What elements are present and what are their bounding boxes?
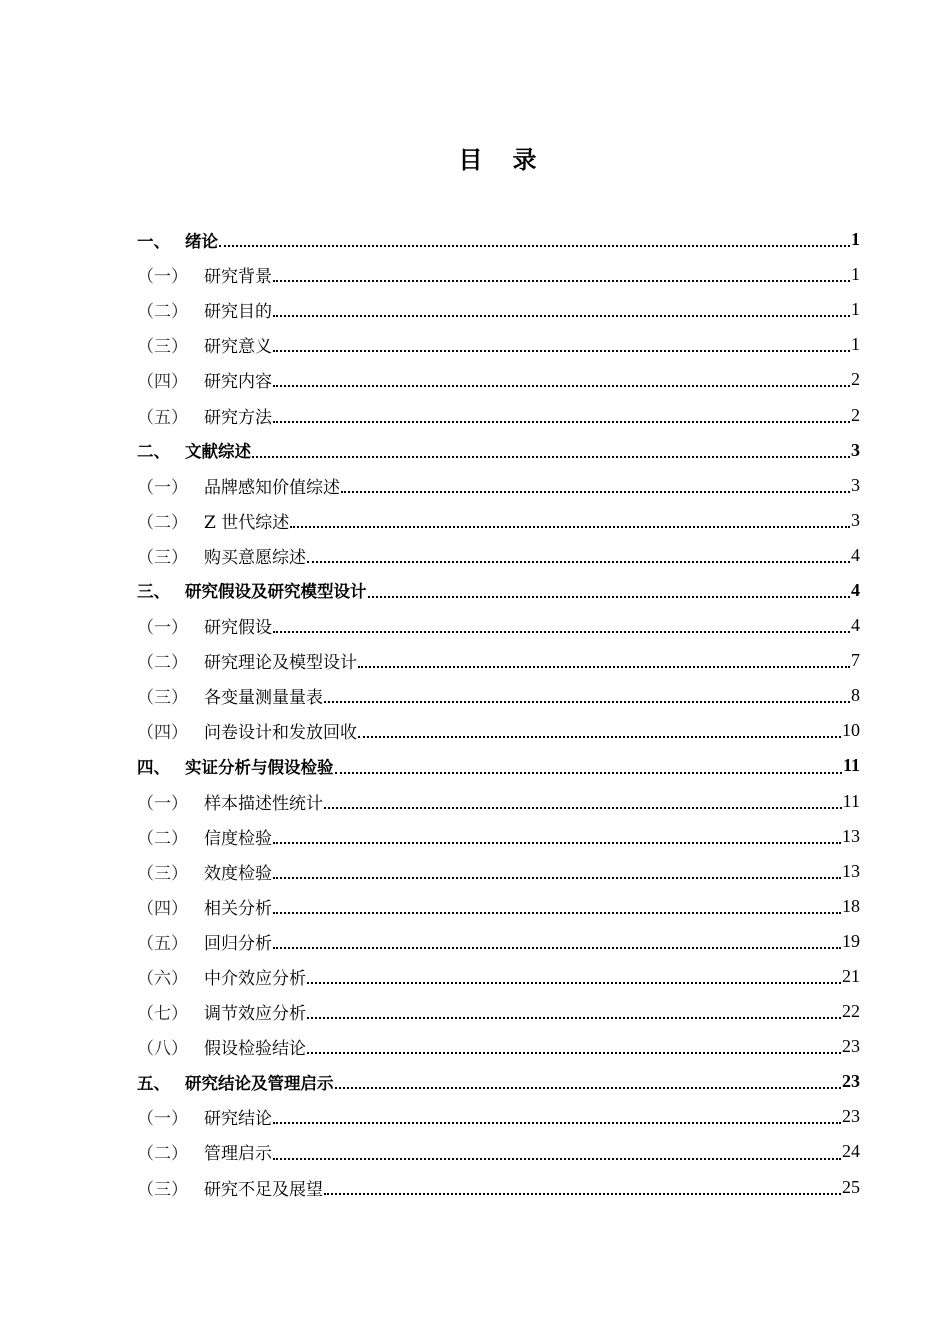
toc-section-entry[interactable] (137, 292, 860, 327)
toc-section-entry[interactable] (137, 538, 860, 573)
toc-section-entry[interactable] (137, 362, 860, 397)
toc-entry-page-number: 10 (842, 720, 860, 741)
toc-entry-label: 研究理论及模型设计 (204, 653, 357, 674)
toc-entry-number: 五、 (137, 1073, 170, 1093)
toc-entry-number: （三） (137, 1179, 188, 1200)
toc-dot-leader (273, 1109, 841, 1126)
toc-entry-page-number: 1 (851, 229, 860, 250)
toc-dot-leader (358, 723, 841, 740)
toc-section-entry[interactable] (137, 994, 860, 1029)
toc-entry-page-number: 1 (851, 299, 860, 320)
toc-section-entry[interactable] (137, 608, 860, 643)
toc-entry-number: （五） (137, 407, 188, 428)
toc-section-entry[interactable] (137, 1099, 860, 1134)
toc-title-part1: 目 (458, 146, 485, 174)
toc-entry-number: 一、 (137, 231, 170, 251)
toc-section-entry[interactable] (137, 1134, 860, 1169)
toc-entry-number: （一） (137, 793, 188, 814)
toc-dot-leader (307, 1004, 841, 1021)
toc-dot-leader (290, 513, 850, 530)
toc-dot-leader (219, 232, 850, 249)
toc-entry-number: 三、 (137, 582, 170, 602)
toc-entry-number: （二） (137, 828, 188, 849)
toc-section-entry[interactable] (137, 1029, 860, 1064)
toc-entry-page-number: 4 (851, 579, 860, 600)
toc-entry-label: 研究背景 (204, 267, 272, 288)
toc-section-entry[interactable] (137, 503, 860, 538)
toc-dot-leader (324, 794, 842, 811)
toc-entry-page-number: 11 (842, 790, 860, 811)
toc-entry-page-number: 21 (842, 966, 860, 987)
toc-entry-label: 相关分析 (204, 898, 272, 919)
toc-section-entry[interactable] (137, 924, 860, 959)
toc-dot-leader (307, 969, 841, 986)
toc-entry-page-number: 3 (851, 439, 860, 460)
table-of-contents (137, 222, 860, 1205)
toc-dot-leader (273, 934, 841, 951)
toc-dot-leader (273, 899, 841, 916)
toc-entry-label: 问卷设计和发放回收 (204, 723, 357, 744)
toc-entry-page-number: 4 (851, 615, 860, 636)
toc-entry-label: 管理启示 (204, 1144, 272, 1165)
toc-entry-label: 回归分析 (204, 933, 272, 954)
toc-section-entry[interactable] (137, 678, 860, 713)
toc-chapter-entry[interactable] (137, 222, 860, 257)
toc-dot-leader (335, 1074, 842, 1091)
toc-entry-page-number: 23 (842, 1106, 860, 1127)
toc-entry-page-number: 11 (842, 755, 860, 776)
toc-entry-number: （四） (137, 723, 188, 744)
toc-section-entry[interactable] (137, 468, 860, 503)
toc-entry-number: （六） (137, 969, 188, 990)
toc-entry-page-number: 18 (842, 895, 860, 916)
toc-entry-page-number: 22 (842, 1001, 860, 1022)
toc-dot-leader (252, 443, 850, 460)
toc-entry-label: 研究结论 (204, 1109, 272, 1130)
toc-entry-label: 研究不足及展望 (204, 1179, 323, 1200)
toc-entry-page-number: 7 (851, 650, 860, 671)
toc-entry-number: （二） (137, 653, 188, 674)
toc-entry-page-number: 13 (842, 860, 860, 881)
toc-chapter-entry[interactable] (137, 1064, 860, 1099)
toc-dot-leader (324, 1180, 841, 1197)
toc-entry-label: 研究结论及管理启示 (185, 1073, 334, 1093)
toc-entry-number: （五） (137, 933, 188, 954)
toc-entry-page-number: 2 (851, 404, 860, 425)
toc-dot-leader (273, 267, 850, 284)
toc-section-entry[interactable] (137, 889, 860, 924)
toc-section-entry[interactable] (137, 959, 860, 994)
toc-entry-number: 四、 (137, 757, 170, 777)
toc-entry-label: 中介效应分析 (204, 969, 306, 990)
toc-entry-page-number: 1 (851, 264, 860, 285)
toc-entry-page-number: 19 (842, 930, 860, 951)
toc-section-entry[interactable] (137, 1170, 860, 1205)
toc-chapter-entry[interactable] (137, 433, 860, 468)
toc-entry-label: 购买意愿综述 (204, 547, 306, 568)
toc-entry-label: 研究目的 (204, 302, 272, 323)
toc-dot-leader (273, 337, 850, 354)
toc-entry-label: 研究意义 (204, 337, 272, 358)
toc-section-entry[interactable] (137, 257, 860, 292)
toc-entry-number: （一） (137, 267, 188, 288)
toc-entry-label: 品牌感知价值综述 (204, 477, 340, 498)
toc-entry-label: 研究方法 (204, 407, 272, 428)
toc-entry-label: 实证分析与假设检验 (185, 757, 334, 777)
toc-section-entry[interactable] (137, 643, 860, 678)
toc-dot-leader (341, 478, 850, 495)
toc-entry-label: 调节效应分析 (204, 1004, 306, 1025)
toc-entry-page-number: 23 (842, 1036, 860, 1057)
toc-entry-number: （一） (137, 618, 188, 639)
toc-section-entry[interactable] (137, 327, 860, 362)
toc-entry-number: （三） (137, 688, 188, 709)
toc-entry-label: 假设检验结论 (204, 1039, 306, 1060)
toc-entry-number: （一） (137, 1109, 188, 1130)
toc-title-part2: 录 (512, 146, 539, 174)
toc-entry-page-number: 8 (851, 685, 860, 706)
toc-entry-number: （七） (137, 1004, 188, 1025)
toc-dot-leader (307, 548, 850, 565)
toc-dot-leader (368, 583, 851, 600)
toc-entry-label: Z 世代综述 (204, 512, 290, 533)
toc-entry-label: 各变量测量量表 (204, 688, 323, 709)
toc-section-entry[interactable] (137, 713, 860, 748)
toc-section-entry[interactable] (137, 854, 860, 889)
toc-entry-page-number: 3 (851, 474, 860, 495)
toc-dot-leader (273, 829, 841, 846)
toc-entry-number: （三） (137, 863, 188, 884)
toc-dot-leader (335, 759, 842, 776)
toc-dot-leader (273, 1145, 841, 1162)
toc-entry-page-number: 25 (842, 1176, 860, 1197)
toc-title (0, 140, 950, 175)
toc-entry-number: （八） (137, 1039, 188, 1060)
toc-entry-number: （二） (137, 302, 188, 323)
toc-section-entry[interactable] (137, 397, 860, 432)
toc-entry-page-number: 24 (842, 1141, 860, 1162)
toc-dot-leader (273, 302, 850, 319)
toc-entry-page-number: 23 (842, 1071, 860, 1092)
toc-entry-label: 效度检验 (204, 863, 272, 884)
toc-dot-leader (324, 688, 850, 705)
toc-entry-number: （三） (137, 547, 188, 568)
toc-dot-leader (307, 1039, 841, 1056)
toc-entry-number: （三） (137, 337, 188, 358)
toc-dot-leader (273, 408, 850, 425)
toc-chapter-entry[interactable] (137, 748, 860, 783)
toc-dot-leader (358, 653, 850, 670)
toc-entry-label: 绪论 (185, 231, 218, 251)
toc-section-entry[interactable] (137, 819, 860, 854)
toc-entry-number: （四） (137, 372, 188, 393)
toc-entry-number: 二、 (137, 442, 170, 462)
toc-entry-label: 文献综述 (185, 442, 251, 462)
toc-chapter-entry[interactable] (137, 573, 860, 608)
toc-entry-number: （一） (137, 477, 188, 498)
toc-entry-page-number: 3 (851, 509, 860, 530)
toc-entry-number: （二） (137, 1144, 188, 1165)
toc-entry-number: （二） (137, 512, 188, 533)
toc-entry-page-number: 2 (851, 369, 860, 390)
toc-entry-label: 研究内容 (204, 372, 272, 393)
toc-entry-label: 样本描述性统计 (204, 793, 323, 814)
toc-dot-leader (273, 618, 850, 635)
toc-entry-label: 信度检验 (204, 828, 272, 849)
toc-entry-label: 研究假设 (204, 618, 272, 639)
toc-entry-page-number: 1 (851, 334, 860, 355)
toc-entry-number: （四） (137, 898, 188, 919)
toc-entry-page-number: 13 (842, 825, 860, 846)
toc-dot-leader (273, 864, 841, 881)
toc-dot-leader (273, 372, 850, 389)
toc-entry-label: 研究假设及研究模型设计 (185, 582, 367, 602)
toc-entry-page-number: 4 (851, 544, 860, 565)
toc-section-entry[interactable] (137, 784, 860, 819)
